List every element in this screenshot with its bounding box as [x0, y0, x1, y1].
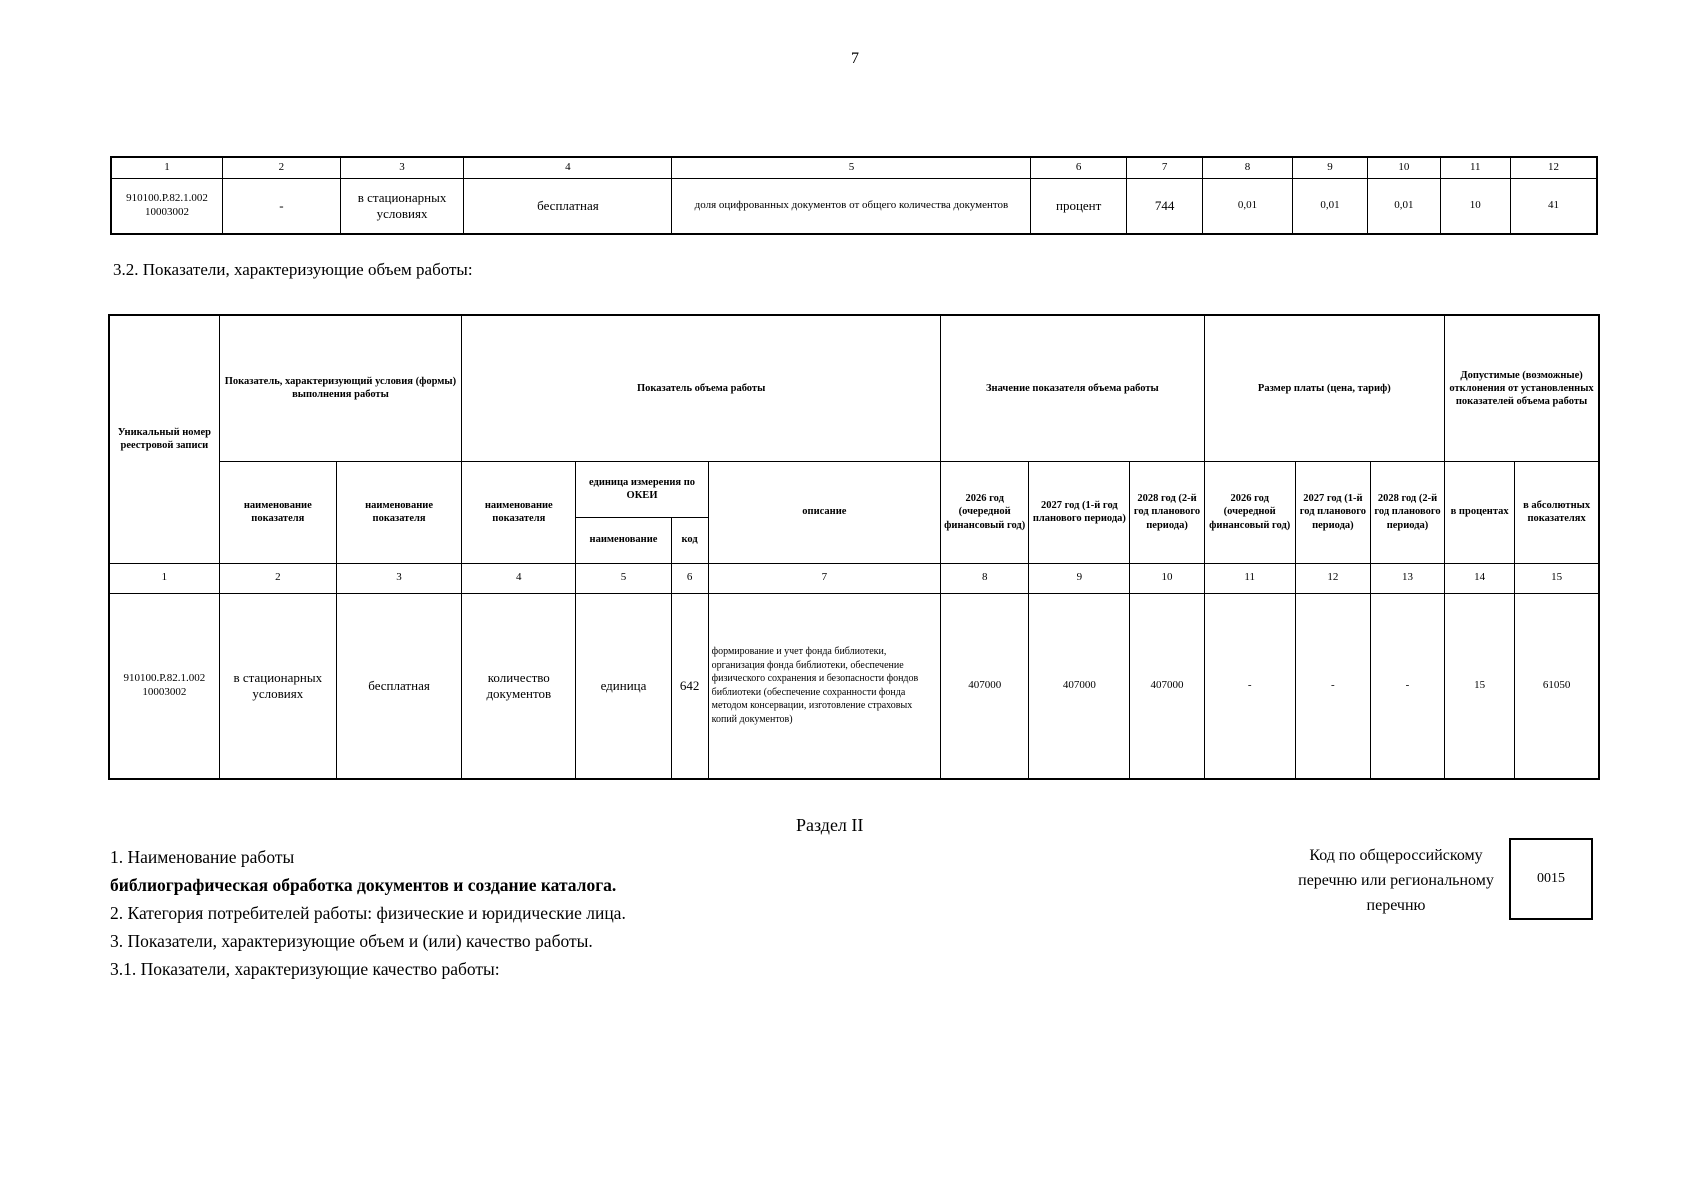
- value-cell: 0,01: [1368, 179, 1440, 235]
- deviation-percent: 15: [1445, 593, 1515, 779]
- header-name-indicator: наименование показателя: [462, 461, 576, 563]
- column-number: 10: [1130, 563, 1204, 593]
- value-cell: 0,01: [1203, 179, 1292, 235]
- column-number: 5: [672, 157, 1031, 179]
- work-name-label: 1. Наименование работы: [110, 847, 295, 867]
- column-number: 9: [1029, 563, 1130, 593]
- column-number: 4: [464, 157, 672, 179]
- header-year-2027: 2027 год (1-й год планового периода): [1029, 461, 1130, 563]
- column-number: 11: [1204, 563, 1295, 593]
- header-fee-2027: 2027 год (1-й год планового периода): [1295, 461, 1370, 563]
- table-row: [111, 179, 1597, 235]
- quality-indicators-table-continuation: [110, 156, 1598, 235]
- column-number-row: [111, 157, 1597, 179]
- column-number: 2: [223, 157, 341, 179]
- table-cell: бесплатная: [464, 179, 672, 235]
- column-number: 6: [1031, 157, 1127, 179]
- indicator-name: количество документов: [462, 593, 576, 779]
- column-number: 7: [708, 563, 940, 593]
- table-row: [109, 593, 1599, 779]
- column-number: 3: [340, 157, 464, 179]
- fee-cell: -: [1295, 593, 1370, 779]
- column-number: 1: [111, 157, 223, 179]
- value-cell: 10: [1440, 179, 1510, 235]
- section-info: [110, 843, 626, 983]
- indicator-name: доля оцифрованных документов от общего количества документов: [672, 179, 1031, 235]
- column-number: 4: [462, 563, 576, 593]
- header-fee: Размер платы (цена, тариф): [1204, 315, 1444, 461]
- header-conditions: Показатель, характеризующий условия (формы) выполнения работы: [219, 315, 461, 461]
- column-number: 11: [1440, 157, 1510, 179]
- column-number: 13: [1370, 563, 1444, 593]
- deviation-absolute: 61050: [1515, 593, 1599, 779]
- column-number: 3: [336, 563, 461, 593]
- section-title: Раздел II: [796, 815, 864, 835]
- value-cell: 0,01: [1292, 179, 1367, 235]
- unit-code: 744: [1126, 179, 1202, 235]
- condition-cell: бесплатная: [336, 593, 461, 779]
- column-number: 15: [1515, 563, 1599, 593]
- value-cell: 407000: [1130, 593, 1204, 779]
- page-number: 7: [851, 50, 859, 67]
- code-value: 0015: [1537, 871, 1565, 886]
- header-unit-code: код: [671, 517, 708, 563]
- column-number: 12: [1295, 563, 1370, 593]
- column-number: 8: [941, 563, 1029, 593]
- value-cell: 407000: [941, 593, 1029, 779]
- header-volume-indicator: Показатель объема работы: [462, 315, 941, 461]
- header-unit-name: наименование: [576, 517, 671, 563]
- column-number-row: [109, 563, 1599, 593]
- column-number: 9: [1292, 157, 1367, 179]
- column-number: 6: [671, 563, 708, 593]
- header-description: описание: [708, 461, 940, 563]
- header-volume-value: Значение показателя объема работы: [941, 315, 1205, 461]
- header-percent: в процентах: [1445, 461, 1515, 563]
- unit-code: 642: [671, 593, 708, 779]
- header-fee-2026: 2026 год (очередной финансовый год): [1204, 461, 1295, 563]
- header-registry: Уникальный номер реестровой записи: [109, 315, 219, 563]
- consumer-category: 2. Категория потребителей работы: физические и юридические лица.: [110, 903, 626, 923]
- header-unit-okei: единица измерения по ОКЕИ: [576, 461, 708, 517]
- header-deviations: Допустимые (возможные) отклонения от установленных показателей объема работы: [1445, 315, 1599, 461]
- column-number: 5: [576, 563, 671, 593]
- code-label: Код по общероссийскому перечню или региональному перечню: [1298, 847, 1494, 914]
- column-number: 1: [109, 563, 219, 593]
- table-cell: -: [223, 179, 341, 235]
- header-name-indicator: наименование показателя: [219, 461, 336, 563]
- unit-name: единица: [576, 593, 671, 779]
- value-cell: 407000: [1029, 593, 1130, 779]
- column-number: 7: [1126, 157, 1202, 179]
- registry-number: 910100.Р.82.1.002 10003002: [109, 593, 219, 779]
- volume-indicators-table: [108, 314, 1600, 780]
- code-box: [1509, 838, 1593, 920]
- header-name-indicator: наименование показателя: [336, 461, 461, 563]
- quality-indicators-heading: 3.1. Показатели, характеризующие качество работы:: [110, 959, 500, 979]
- column-number: 12: [1510, 157, 1597, 179]
- work-name: библиографическая обработка документов и создание каталога.: [110, 875, 617, 895]
- indicators-heading: 3. Показатели, характеризующие объем и (или) качество работы.: [110, 931, 593, 951]
- header-absolute: в абсолютных показателях: [1515, 461, 1599, 563]
- column-number: 2: [219, 563, 336, 593]
- value-cell: 41: [1510, 179, 1597, 235]
- fee-cell: -: [1370, 593, 1444, 779]
- fee-cell: -: [1204, 593, 1295, 779]
- section-3-2-heading: 3.2. Показатели, характеризующие объем работы:: [113, 260, 473, 279]
- header-year-2026: 2026 год (очередной финансовый год): [941, 461, 1029, 563]
- column-number: 8: [1203, 157, 1292, 179]
- column-number: 14: [1445, 563, 1515, 593]
- unit-name: процент: [1031, 179, 1127, 235]
- registry-number: 910100.Р.82.1.002 10003002: [111, 179, 223, 235]
- header-row-1: [109, 315, 1599, 461]
- column-number: 10: [1368, 157, 1440, 179]
- description-cell: формирование и учет фонда библиотеки, организация фонда библиотеки, обеспечение физического сохранения и безопасности фондов библиотеки (обеспечение сохранности фонда методом консервации, изготовление страховых копий документов): [708, 593, 940, 779]
- header-year-2028: 2028 год (2-й год планового периода): [1130, 461, 1204, 563]
- table-cell: в стационарных условиях: [340, 179, 464, 235]
- header-row-2: [109, 461, 1599, 517]
- header-fee-2028: 2028 год (2-й год планового периода): [1370, 461, 1444, 563]
- condition-cell: в стационарных условиях: [219, 593, 336, 779]
